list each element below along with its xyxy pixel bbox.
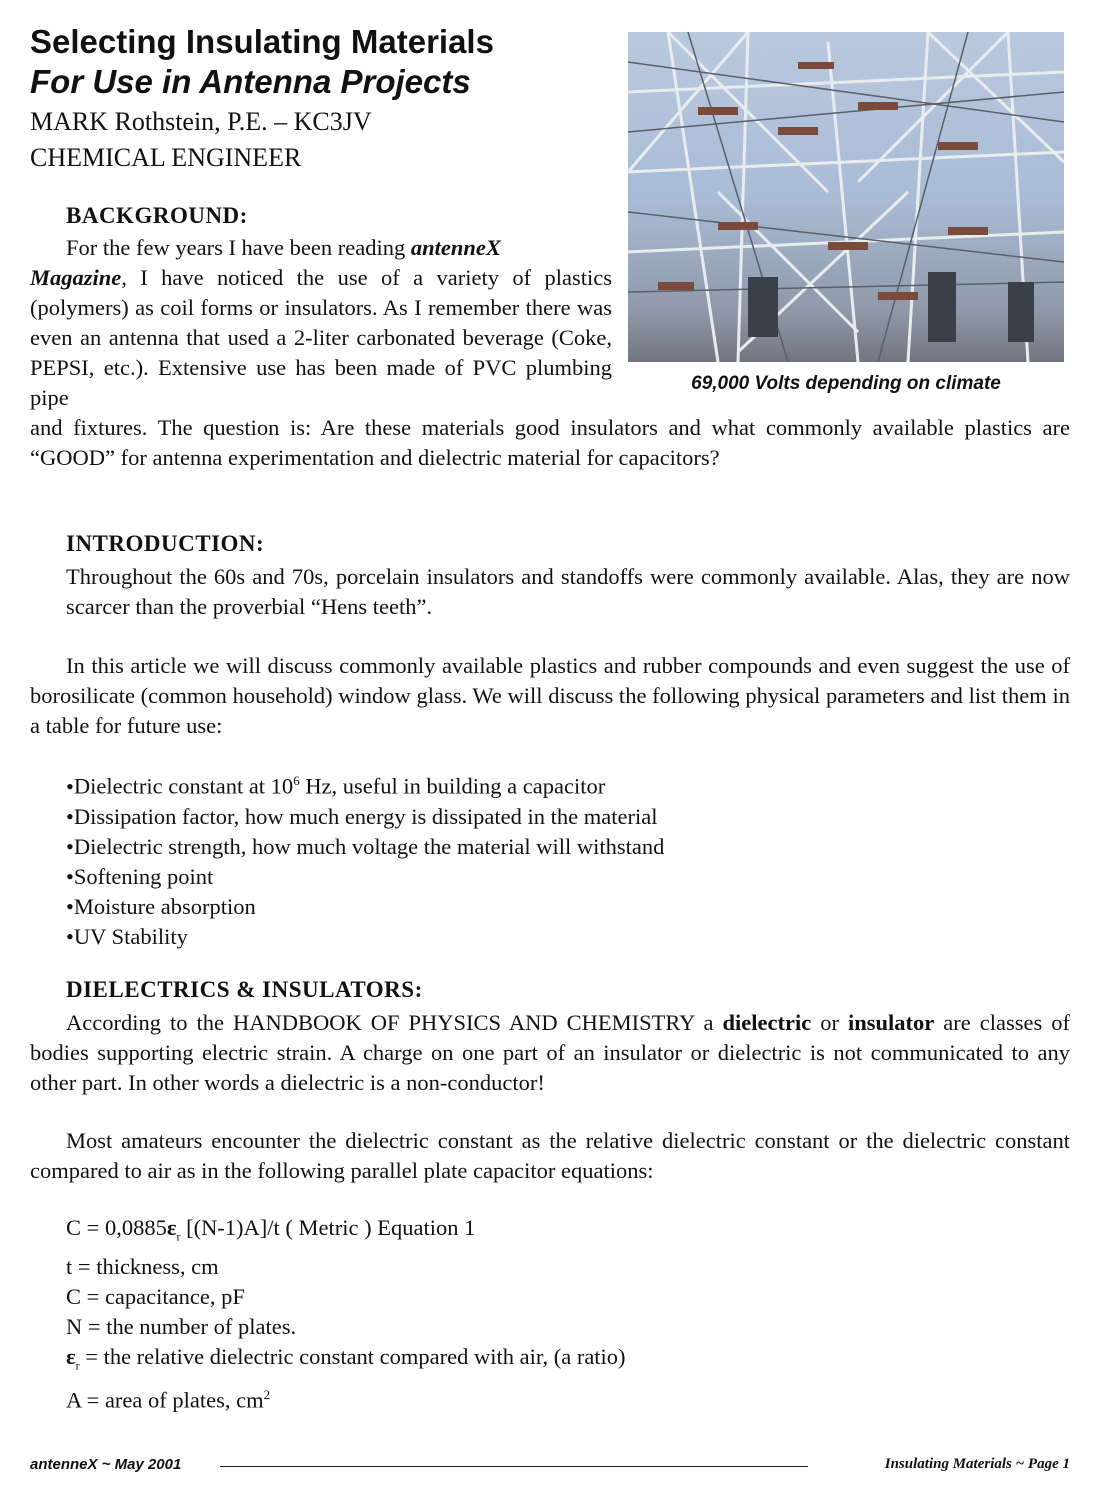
dielectrics-para-1 — [30, 1008, 1070, 1098]
equation-text: [(N-1)A]/t ( Metric ) Equation 1 — [180, 1215, 476, 1240]
introduction-para-1-text: Throughout the 60s and 70s, porcelain insulators and standoffs were commonly available. Alas, they are now scarcer than the proverbial “Hens teeth”. — [66, 564, 1070, 619]
background-text-start: For the few years I have been reading — [66, 235, 411, 260]
footer-publication: antenneX ~ May 2001 — [30, 1456, 182, 1473]
list-item: • Dielectric strength, how much voltage the material will withstand — [66, 832, 664, 862]
definition-a — [66, 1380, 626, 1416]
epsilon-symbol: ε — [66, 1343, 76, 1369]
footer-page-number: Insulating Materials ~ Page 1 — [884, 1456, 1070, 1472]
parameter-list — [66, 766, 664, 952]
author-block — [30, 104, 372, 176]
list-item: • Softening point — [66, 862, 664, 892]
title-line-2: For Use in Antenna Projects — [30, 63, 471, 100]
list-item: • UV Stability — [66, 922, 664, 952]
subscript: r — [176, 1229, 181, 1244]
dielectrics-text: or — [811, 1010, 848, 1035]
equation-text: A = area of plates, cm — [66, 1387, 264, 1413]
magazine-word: Magazine — [30, 265, 122, 290]
background-continuation: and fixtures. The question is: Are these materials good insulators and what commonly available plastics are “GOOD” for antenna experimentation and dielectric material for capacitors? — [30, 415, 1070, 470]
footer-divider — [220, 1466, 808, 1467]
term-dielectric: dielectric — [722, 1010, 812, 1035]
exponent: 6 — [293, 773, 300, 788]
article-title — [30, 22, 494, 102]
author-title: CHEMICAL ENGINEER — [30, 143, 302, 172]
background-text-body: , I have noticed the use of a variety of plastics (polymers) as coil forms or insulators. As I remember there was even an antenna that used a 2-liter carbonated beverage (Coke, PEPSI, etc.). Extensive use has been made of PVC plumbing pipe — [30, 265, 612, 410]
equation-text: C = 0,0885 — [66, 1215, 167, 1240]
background-paragraph — [30, 233, 612, 413]
subscript: r — [75, 1358, 80, 1372]
magazine-name: antenneX — [410, 235, 501, 260]
list-item: • Moisture absorption — [66, 892, 664, 922]
capacitor-equation-block — [66, 1213, 626, 1416]
definition-n: N = the number of plates. — [66, 1313, 297, 1339]
definition-t: t = thickness, cm — [66, 1253, 219, 1279]
dielectrics-text: According to the HANDBOOK OF PHYSICS AND CHEMISTRY a — [66, 1010, 723, 1035]
list-item-text: Dielectric constant at 10 — [73, 773, 294, 799]
dielectrics-text: are classes of bodies supporting electric strain. A charge on one part of an insulator or dielectric is not communicated to any other part. In other words a dielectric is a non-conductor! — [30, 1010, 1070, 1095]
term-insulator: insulator — [848, 1010, 935, 1035]
substation-photo — [628, 32, 1064, 362]
equation-text: = the relative dielectric constant compared with air, (a ratio) — [79, 1343, 626, 1369]
epsilon-symbol: ε — [166, 1215, 177, 1240]
list-item — [66, 766, 664, 802]
title-line-1: Selecting Insulating Materials — [30, 23, 494, 60]
list-item: • Dissipation factor, how much energy is dissipated in the material — [66, 802, 664, 832]
heading-background: BACKGROUND: — [66, 203, 248, 228]
heading-introduction: INTRODUCTION: — [66, 531, 265, 556]
photo-caption: 69,000 Volts depending on climate — [691, 373, 1001, 394]
power-substation-photo-icon — [628, 32, 1064, 362]
list-item-text: Hz, useful in building a capacitor — [299, 773, 606, 799]
equation-1 — [66, 1213, 626, 1252]
definition-er — [66, 1342, 626, 1381]
introduction-para-1 — [30, 562, 1070, 622]
exponent: 2 — [263, 1387, 271, 1402]
author-name: MARK Rothstein, P.E. – KC3JV — [30, 107, 372, 136]
dielectrics-para-2: Most amateurs encounter the dielectric constant as the relative dielectric constant or the dielectric constant compared to air as in the following parallel plate capacitor equations: — [30, 1128, 1070, 1183]
introduction-para-2: In this article we will discuss commonly available plastics and rubber compounds and even suggest the use of borosilicate (common household) window glass. We will discuss the following physical parameters and list them in a table for future use: — [30, 653, 1070, 738]
heading-dielectrics: DIELECTRICS & INSULATORS: — [66, 977, 423, 1002]
definition-c: C = capacitance, pF — [66, 1283, 245, 1309]
